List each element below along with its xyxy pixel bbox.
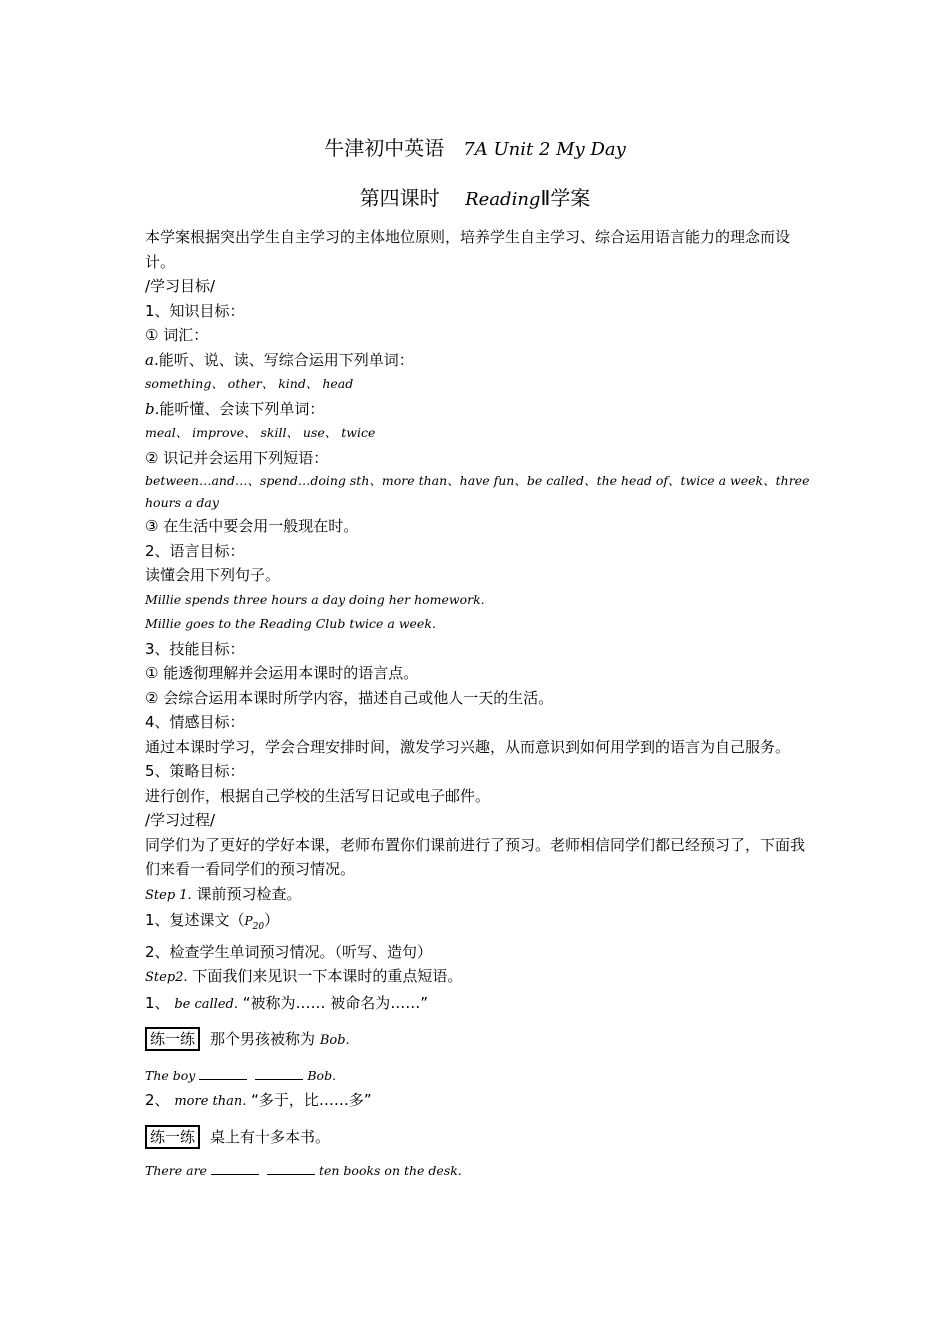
- practice1-cn: 那个男孩被称为: [210, 1030, 316, 1048]
- phrase2-en: more than.: [174, 1094, 247, 1109]
- vocab-a: [145, 348, 817, 373]
- goal5-text: 进行创作，根据自己学校的生活写日记或电子邮件。: [145, 786, 491, 805]
- practice2-sentence-start: There are: [145, 1163, 207, 1178]
- intro-paragraph: 本学案根据突出学生自主学习的主体地位原则，培养学生自主学习、综合运用语言能力的理念而设计。: [145, 228, 791, 271]
- step2: [145, 964, 817, 991]
- example-sentence-1: Millie spends three hours a day doing her homework.: [145, 591, 485, 607]
- title-cn: 牛津初中英语: [324, 136, 445, 160]
- step1-item-2: 2、检查学生单词预习情况。（听写、造句）: [145, 942, 433, 961]
- step1-item1-text: 1、复述课文（: [145, 911, 245, 929]
- phrase2-num: 2、: [145, 1091, 170, 1109]
- step1-item1-page: P: [244, 914, 253, 928]
- goals-heading: /学习目标/: [145, 277, 216, 295]
- goal2-text: 读懂会用下列句子。: [145, 566, 281, 584]
- step1-item-1: [145, 908, 817, 940]
- vocab-b-text: 能听懂、会读下列单词：: [159, 399, 325, 418]
- answer-blank[interactable]: [199, 1067, 247, 1080]
- step2-text: 下面我们来见识一下本课时的重点短语。: [192, 967, 463, 985]
- step1: [145, 882, 817, 909]
- grammar-goal: ③ 在生活中要会用一般现在时。: [145, 517, 359, 535]
- goal4-heading: 4、情感目标：: [145, 713, 245, 731]
- process-heading: /学习过程/: [145, 811, 216, 829]
- phrase-2: [145, 1088, 817, 1115]
- lesson-cn: 第四课时: [359, 186, 440, 210]
- goal4-text: 通过本课时学习，学会合理安排时间，激发学习兴趣，从而意识到如何用学到的语言为自己服务。: [145, 737, 791, 756]
- phrase2-cn: “多于，比……多”: [251, 1091, 372, 1109]
- example-sentence-2: Millie goes to the Reading Club twice a week.: [145, 616, 436, 631]
- practice1-sentence-end: Bob.: [307, 1067, 337, 1083]
- vocab-a-text: 能听、说、读、写综合运用下列单词：: [158, 350, 414, 369]
- practice1-en: Bob.: [319, 1033, 350, 1048]
- lesson-title: [0, 184, 950, 214]
- vocab-a-label: a.: [145, 350, 159, 369]
- step1-item1-sub: 20: [252, 922, 265, 932]
- practice1-sentence-start: The boy: [145, 1067, 196, 1083]
- goal3-item-1: ① 能透彻理解并会运用本课时的语言点。: [145, 664, 419, 682]
- vocab-b-words: meal、 improve、 skill、 use、 twice: [145, 425, 376, 440]
- phrases-list: between…and…、spend…doing sth、more than、have fun、be called、the head of、twice a week、three hours a day: [145, 473, 810, 510]
- practice-1: [145, 1027, 817, 1054]
- goal1-heading: 1、知识目标：: [145, 301, 245, 320]
- lesson-en: Reading: [465, 189, 541, 210]
- vocab-a-words: something、 other、 kind、 head: [145, 376, 354, 391]
- vocab-b: [145, 397, 817, 422]
- answer-blank[interactable]: [211, 1162, 259, 1175]
- step1-item1-close: ）: [264, 911, 280, 929]
- practice-2: [145, 1125, 817, 1150]
- phrase1-en: be called.: [174, 996, 238, 1012]
- lesson-suffix: 学案: [550, 186, 591, 210]
- lesson-roman: Ⅱ: [540, 186, 551, 210]
- goal3-heading: 3、技能目标：: [145, 639, 245, 658]
- step2-label: Step2.: [145, 970, 188, 985]
- goal3-item-2: ② 会综合运用本课时所学内容，描述自己或他人一天的生活。: [145, 688, 554, 707]
- vocab-heading: ① 词汇：: [145, 326, 209, 344]
- answer-blank[interactable]: [255, 1067, 303, 1080]
- vocab-b-label: b.: [145, 399, 160, 418]
- answer-blank[interactable]: [267, 1162, 315, 1175]
- goal5-heading: 5、策略目标：: [145, 762, 245, 780]
- phrases-heading: ② 识记并会运用下列短语：: [145, 448, 329, 467]
- practice2-sentence-end: ten books on the desk.: [318, 1163, 462, 1178]
- phrase1-cn: “被称为…… 被命名为……”: [242, 993, 429, 1012]
- practice2-cn: 桌上有十多本书。: [210, 1127, 331, 1146]
- step1-label: Step 1.: [145, 887, 192, 903]
- goal2-heading: 2、语言目标：: [145, 541, 245, 560]
- title-en: 7A Unit 2 My Day: [463, 139, 626, 160]
- phrase-1: [145, 991, 817, 1018]
- practice-label-box: 练一练: [145, 1027, 200, 1051]
- document-title: [0, 134, 950, 164]
- practice1-sentence: [145, 1064, 817, 1089]
- practice2-sentence: [145, 1159, 817, 1184]
- document-body: [145, 225, 817, 1184]
- phrase1-num: 1、: [145, 993, 170, 1012]
- process-intro: 同学们为了更好的学好本课，老师布置你们课前进行了预习。老师相信同学们都已经预习了，下面我们来看一看同学们的预习情况。: [145, 835, 806, 878]
- step1-text: 课前预习检查。: [196, 884, 302, 903]
- practice-label-box: 练一练: [145, 1125, 200, 1149]
